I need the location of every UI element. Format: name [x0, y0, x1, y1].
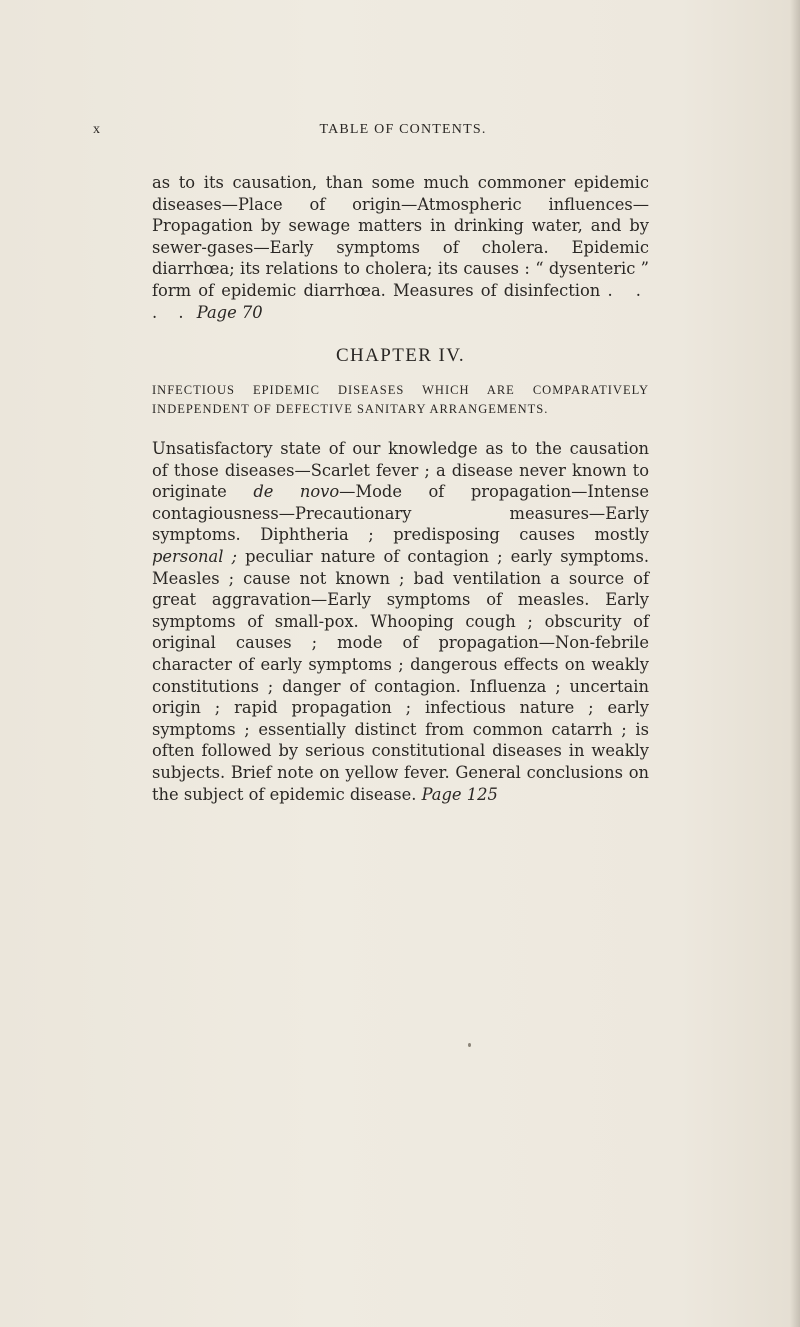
page-edge-shadow — [790, 0, 800, 1327]
running-head — [93, 122, 693, 142]
chapter-4-summary — [152, 438, 649, 805]
chapter-4-heading: CHAPTER IV. — [335, 345, 466, 366]
chapter-4-summary-part-3: peculiar nature of contagion ; early symptoms. Measles ; cause not known ; bad ventilation a source of great aggravation—Early symptoms of measles. Early symptoms of small-pox. Whooping cough ; obscurity of original causes ; mode of propagation—Non-febrile character of early symptoms ; dangerous effects on weakly constitutions ; danger of contagion. Influenza ; uncertain origin ; rapid propagation ; infectious nature ; early symptoms ; essentially distinct from common catarrh ; is often followed by serious constitutional diseases in weakly subjects. Brief note on yellow fever. General conclusions on the subject of epidemic disease. — [152, 546, 650, 804]
chapter-3-summary-text: as to its causation, than some much commoner epidemic diseases—Place of origin—Atmospheric influences—Propagation by sewage matters in drinking water, and by sewer-gases—Early symptoms of cholera. Epidemic diarrhœa; its relations to cholera; its causes : “ dysenteric ” form of epidemic diarrhœa. Measures of disinfection — [152, 173, 649, 300]
chapter-3-summary-tail — [152, 172, 649, 323]
page-folio: x — [93, 122, 102, 137]
chapter-4-summary-part-2: —Mode of propagation—Intense contagiousness—Precautionary measures—Early symptoms. Diphtheria ; predisposing causes mostly — [152, 482, 649, 545]
paper-speck — [468, 1043, 471, 1047]
chapter-4-summary-part-1: Unsatisfactory state of our knowledge as to the causation of those diseases—Scarlet fever ; a disease never known to originate — [152, 439, 649, 502]
dot-leader: . . . . — [152, 280, 649, 322]
personal-phrase: personal ; — [152, 546, 237, 566]
chapter-3-page-ref: Page 70 — [196, 302, 263, 322]
chapter-4-page-ref: Page 125 — [421, 784, 498, 804]
chapter-4-subtitle: INFECTIOUS EPIDEMIC DISEASES WHICH ARE COMPARATIVELY INDEPENDENT OF DEFECTIVE SANITARY ARRANGEMENTS. — [152, 383, 649, 416]
running-head-title: TABLE OF CONTENTS. — [319, 122, 487, 137]
de-novo-phrase: de novo — [253, 482, 340, 502]
